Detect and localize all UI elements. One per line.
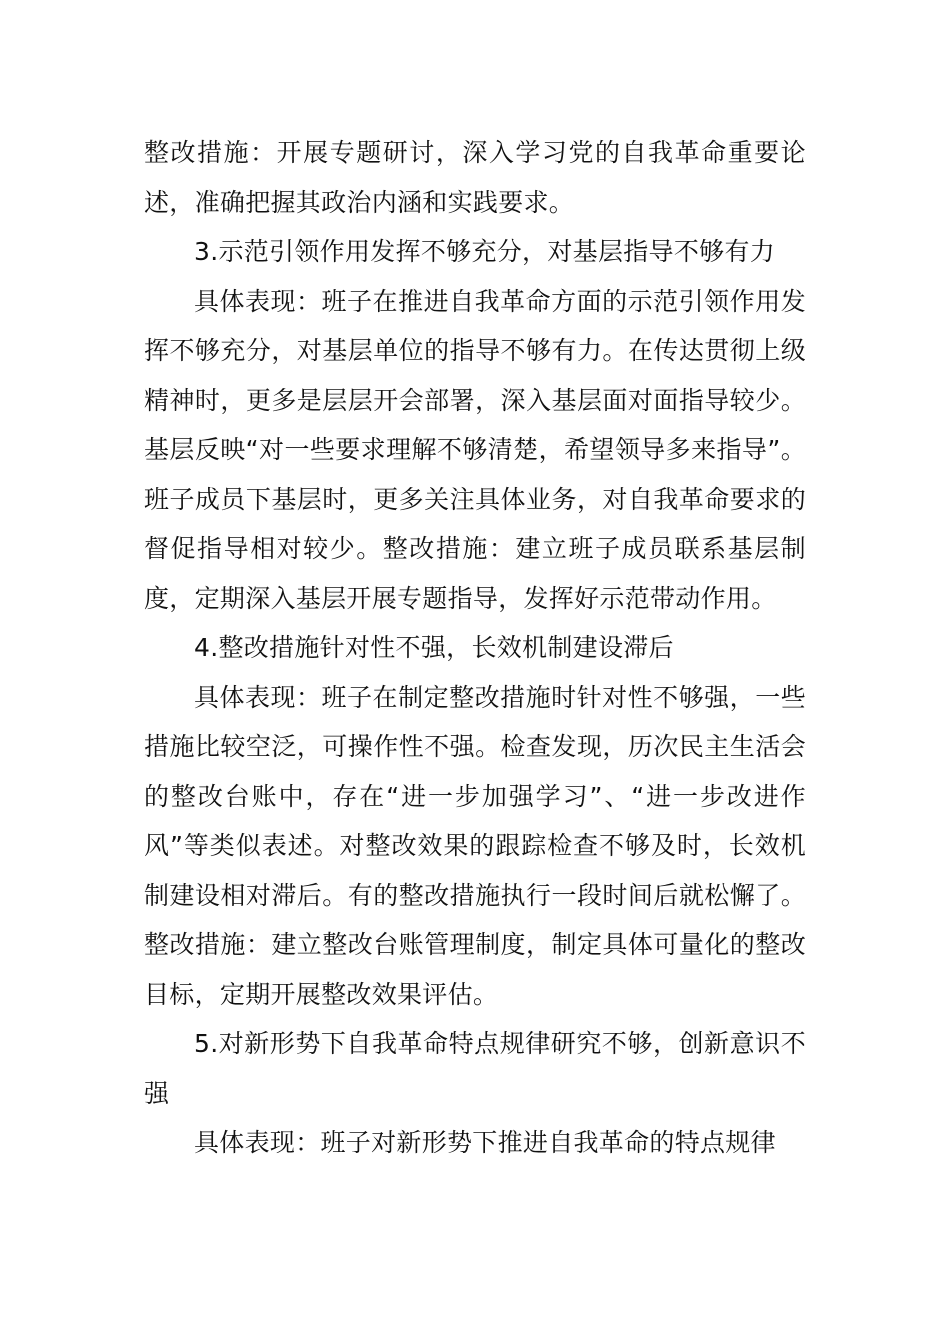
document-body <box>144 128 806 1168</box>
paragraph-item-3: 具体表现：班子在推进自我革命方面的示范引领作用发挥不够充分，对基层单位的指导不够有力。在传达贯彻上级精神时，更多是层层开会部署，深入基层面对面指导较少。基层反映“对一些要求理解不够清楚，希望领导多来指导”。班子成员下基层时，更多关注具体业务，对自我革命要求的督促指导相对较少。整改措施：建立班子成员联系基层制度，定期深入基层开展专题指导，发挥好示范带动作用。 <box>144 286 806 613</box>
paragraph-item-5: 具体表现：班子对新形势下推进自我革命的特点规律 <box>194 1128 776 1157</box>
heading-item-5: 5.对新形势下自我革命特点规律研究不够，创新意识不强 <box>144 1029 806 1108</box>
heading-item-3: 3.示范引领作用发挥不够充分，对基层指导不够有力 <box>194 237 776 266</box>
heading-item-4: 4.整改措施针对性不强，长效机制建设滞后 <box>194 633 674 662</box>
paragraph-measures-1: 整改措施：开展专题研讨，深入学习党的自我革命重要论述，准确把握其政治内涵和实践要求。 <box>144 138 806 217</box>
paragraph-item-4: 具体表现：班子在制定整改措施时针对性不够强，一些措施比较空泛，可操作性不强。检查发现，历次民主生活会的整改台账中，存在“进一步加强学习”、“进一步改进作风”等类似表述。对整改效果的跟踪检查不够及时，长效机制建设相对滞后。有的整改措施执行一段时间后就松懈了。整改措施：建立整改台账管理制度，制定具体可量化的整改目标，定期开展整改效果评估。 <box>144 682 806 1009</box>
